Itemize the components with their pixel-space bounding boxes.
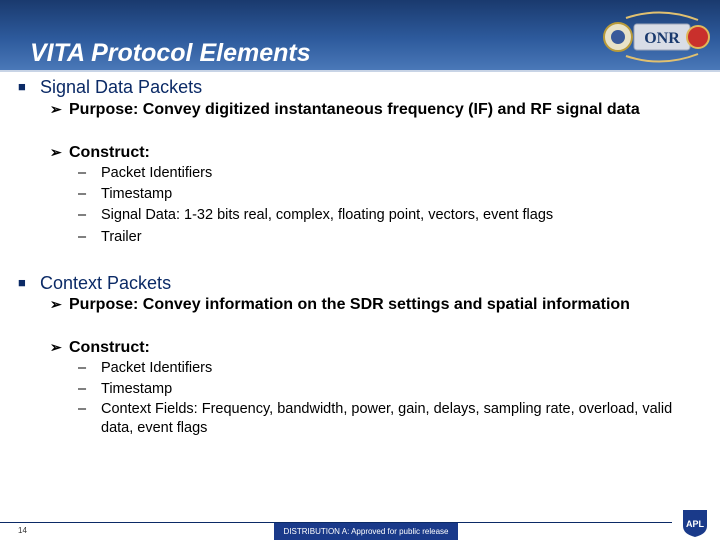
- construct-item: – Timestamp: [78, 186, 173, 202]
- page-number: 14: [18, 526, 27, 535]
- dash-bullet-icon: –: [78, 381, 87, 397]
- dash-bullet-icon: –: [78, 360, 87, 376]
- section-heading: ■ Signal Data Packets: [18, 77, 203, 97]
- apl-logo-icon: [680, 508, 710, 538]
- svg-text:APL: APL: [686, 519, 704, 529]
- arrow-bullet-icon: ➢: [50, 101, 62, 117]
- slide-title: VITA Protocol Elements: [30, 39, 311, 67]
- construct-item: – Trailer: [78, 229, 142, 245]
- dash-bullet-icon: –: [78, 229, 87, 245]
- svg-text:ONR: ONR: [644, 30, 680, 47]
- section-heading: ■ Context Packets: [18, 273, 172, 293]
- list-item: ➢ Construct:: [50, 339, 150, 356]
- dash-bullet-icon: –: [78, 165, 87, 181]
- construct-item: – Context Fields: Frequency, bandwidth, power, gain, delays, sampling rate, overload, valid data, event flags: [78, 401, 673, 436]
- construct-item: – Signal Data: 1-32 bits real, complex, floating point, vectors, event flags: [78, 207, 554, 223]
- square-bullet-icon: ■: [18, 79, 26, 94]
- arrow-bullet-icon: ➢: [50, 144, 62, 160]
- list-item: ➢ Purpose: Convey digitized instantaneous frequency (IF) and RF signal data: [50, 101, 640, 118]
- arrow-bullet-icon: ➢: [50, 296, 62, 312]
- dash-bullet-icon: –: [78, 186, 87, 202]
- list-item: ➢ Purpose: Convey information on the SDR settings and spatial information: [50, 296, 630, 313]
- dash-bullet-icon: –: [78, 401, 87, 417]
- square-bullet-icon: ■: [18, 275, 26, 290]
- list-item: ➢ Construct:: [50, 144, 150, 161]
- distribution-notice: DISTRIBUTION A: Approved for public release: [274, 523, 458, 540]
- construct-item: – Packet Identifiers: [78, 165, 213, 181]
- construct-item: – Packet Identifiers: [78, 360, 213, 376]
- dash-bullet-icon: –: [78, 207, 87, 223]
- arrow-bullet-icon: ➢: [50, 339, 62, 355]
- construct-item: – Timestamp: [78, 381, 173, 397]
